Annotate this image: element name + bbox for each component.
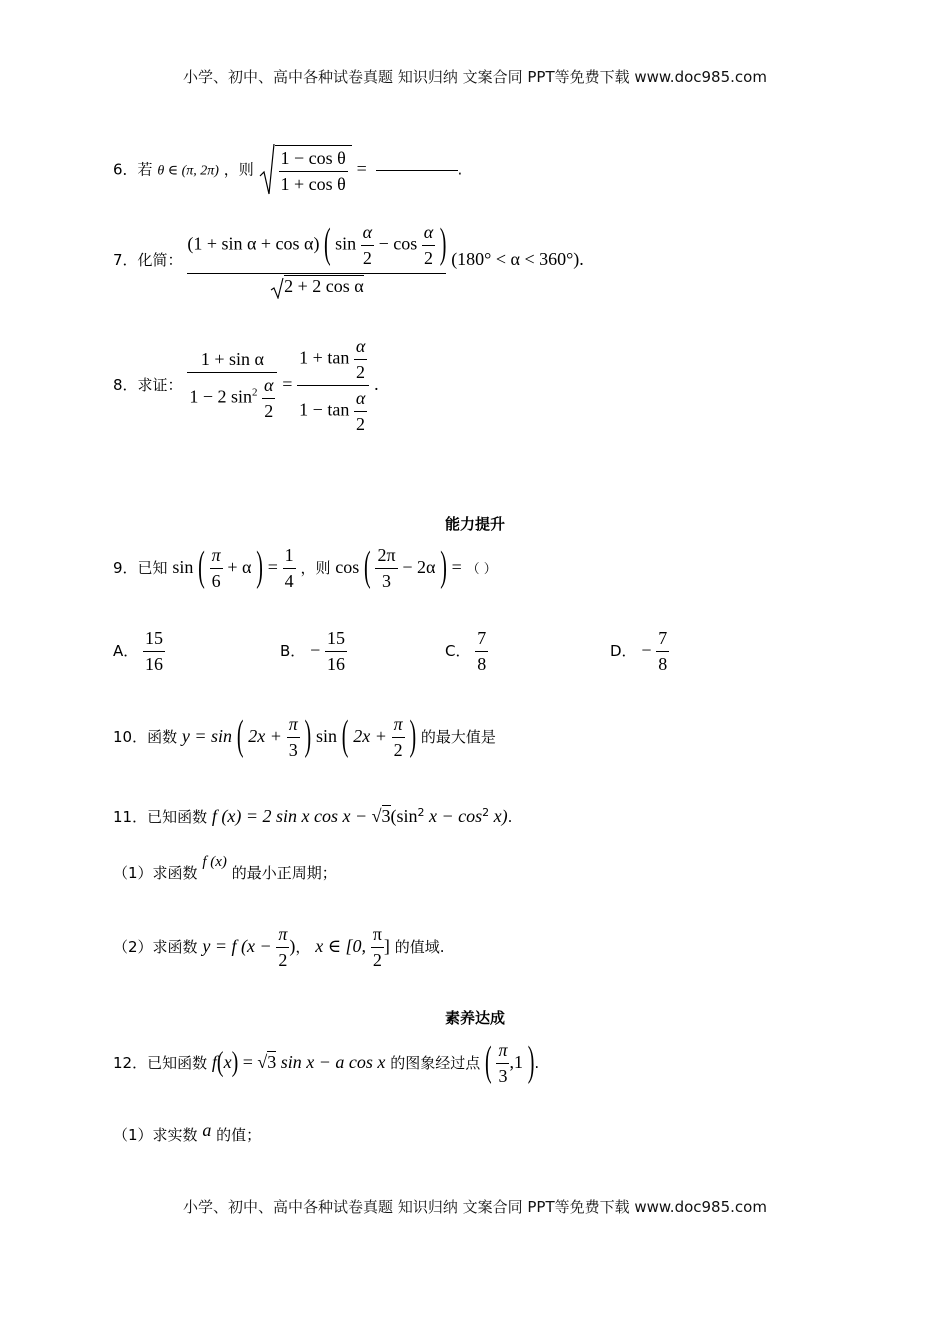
q11-sqrt3: 3	[381, 806, 391, 826]
q11-p2-pi2: π	[371, 924, 384, 948]
option-letter: B．	[280, 642, 306, 660]
q12-end: .	[534, 1054, 540, 1072]
q11-end: .	[507, 808, 513, 826]
q8-alpha-2: α	[354, 336, 367, 360]
q12-expr-c: sin x − a cos x	[276, 1052, 386, 1072]
q9-plus-alpha: + α	[227, 557, 252, 577]
q8-right-denominator: 1 − tan	[299, 399, 350, 420]
q7-two-1: 2	[362, 248, 372, 268]
q11-label: 11．已知函数	[113, 808, 208, 826]
q8-right-numerator: 1 + tan	[299, 347, 350, 368]
q7-sin: sin	[335, 233, 357, 254]
q11-sup-2: 2	[482, 806, 490, 819]
option-letter: D．	[610, 642, 637, 660]
q9-option-c	[445, 628, 488, 675]
q8-left-den-sup: 2	[252, 386, 258, 399]
q10-arg-b: 2x +	[353, 726, 387, 746]
q6-end: .	[457, 160, 463, 179]
q9-pi: π	[210, 545, 223, 569]
q9-then: ，则	[300, 559, 331, 577]
q7-denominator: 2 + 2 cos α	[284, 276, 364, 296]
q11-p2-two2: 2	[372, 950, 382, 970]
sqrt-sign-icon	[259, 142, 275, 198]
q8-left-numerator: 1 + sin α	[187, 349, 277, 373]
q9-three: 3	[382, 571, 392, 591]
q6-sqrt	[259, 142, 352, 198]
q6-numerator: 1 − cos θ	[279, 148, 348, 172]
q12-three: 3	[498, 1066, 508, 1086]
q8-alpha-1: α	[262, 375, 275, 399]
q12-one: ,1	[509, 1052, 523, 1072]
q8-alpha-3: α	[354, 388, 367, 412]
q9-label: 9．已知	[113, 559, 168, 577]
q7-fraction: (1 + sin α + cos α) ( sin $\frac{\alpha}{2}$ − cos $\frac{\alpha}{2}$ ) 2 + 2 cos α	[187, 222, 446, 299]
q8-two-2: 2	[356, 362, 366, 382]
q11-expr-d: x)	[489, 806, 508, 826]
q9-cos: cos	[335, 557, 360, 577]
q7-cos: − cos	[378, 233, 418, 254]
q7-alpha-1: α	[361, 222, 374, 246]
q11-p1-fx: f (x)	[202, 854, 227, 870]
q10-three: 3	[288, 740, 298, 760]
q9-six: 6	[211, 571, 221, 591]
q11-p2-rbracket: ]	[383, 936, 390, 956]
q6-then: ，则	[223, 160, 254, 179]
section-title-ability: 能力提升	[444, 515, 505, 533]
q10-tail: 的最大值是	[420, 728, 496, 746]
q12-x: x	[223, 1052, 232, 1072]
q12-p1-a: a	[202, 1120, 212, 1140]
option-sign: −	[641, 640, 652, 660]
question-6	[113, 142, 462, 198]
q8-label: 8．求证：	[113, 376, 183, 394]
q12-label: 12．已知函数	[113, 1054, 208, 1072]
option-letter: C．	[445, 642, 471, 660]
q9-option-b	[280, 628, 347, 675]
q9-sin: sin	[172, 557, 194, 577]
q9-two-pi: 2π	[375, 545, 397, 569]
q8-two-3: 2	[356, 414, 366, 434]
q11-expr-c: x − cos	[424, 806, 483, 826]
q11-p2-x: x ∈ [0,	[315, 936, 367, 956]
q9-option-d	[610, 628, 669, 675]
q9-answer-paren: （ ）	[466, 562, 497, 577]
q11-sup-1: 2	[417, 806, 425, 819]
option-letter: A．	[113, 642, 139, 660]
question-12: 12．已知函数 f(x) = √3 sin x − a cos x 的图象经过点 ( $\frac{\pi}{3}$ ,1 ).	[113, 1039, 540, 1086]
page-footer: 小学、初中、高中各种试卷真题 知识归纳 文案合同 PPT等免费下载 www.doc985.com	[183, 1198, 767, 1216]
option-den: 8	[477, 654, 487, 674]
q9-equals: =	[451, 557, 462, 577]
q10-y: y = sin	[181, 726, 233, 746]
q8-equals: =	[282, 374, 293, 394]
q10-arg-a: 2x +	[248, 726, 282, 746]
q12-f: f	[211, 1052, 217, 1072]
question-9: 9．已知 sin ( $\frac{\pi}{6}$ + α ) = $\frac{1}{4}$ ，则 cos ( $\frac{2\pi}{3}$ − 2α ) = （ ）	[113, 544, 497, 591]
q8-left-den-a: 1 − 2 sin	[189, 386, 252, 407]
q10-pi-2: π	[392, 714, 405, 738]
option-den: 16	[145, 654, 164, 674]
q7-range: (180° < α < 360°).	[451, 248, 584, 269]
q12-pi: π	[496, 1040, 509, 1064]
q12-mid: 的图象经过点	[390, 1054, 481, 1072]
q11-p1-label: （1）求函数	[113, 864, 198, 882]
q9-option-a	[113, 628, 165, 675]
page-header: 小学、初中、高中各种试卷真题 知识归纳 文案合同 PPT等免费下载 www.doc985.com	[183, 68, 767, 86]
option-num: 15	[325, 628, 347, 652]
q7-num-left: (1 + sin α + cos α)	[187, 233, 320, 254]
q11-p2-close: )	[289, 936, 296, 956]
q10-pi-1: π	[287, 714, 300, 738]
question-8	[113, 336, 379, 435]
q9-quarter-num: 1	[283, 545, 296, 569]
question-12-part-1	[113, 1120, 262, 1145]
q6-condition: θ ∈ (π, 2π)	[157, 163, 219, 179]
q7-alpha-2: α	[422, 222, 435, 246]
question-11-part-1	[113, 854, 337, 883]
option-den: 8	[658, 654, 668, 674]
question-7	[113, 222, 584, 299]
q11-p2-tail: 的值域.	[394, 938, 445, 956]
q8-two-1: 2	[264, 401, 274, 421]
q6-equals: =	[356, 158, 367, 179]
q6-denominator: 1 + cos θ	[280, 174, 346, 194]
q11-expr-a: f (x) = 2 sin x cos x −	[211, 806, 372, 826]
q9-quarter-den: 4	[284, 571, 294, 591]
q11-expr-b: (sin	[390, 806, 418, 826]
q11-p1-tail: 的最小正周期；	[231, 864, 337, 882]
q8-end: .	[374, 374, 379, 394]
q12-p1-tail: 的值；	[216, 1126, 262, 1144]
question-10: 10．函数 y = sin ( 2x + $\frac{\pi}{3}$ ) sin ( 2x + $\frac{\pi}{2}$ ) 的最大值是	[113, 713, 496, 760]
q9-minus-two-alpha: − 2α	[402, 557, 436, 577]
q8-left-fraction	[187, 349, 277, 422]
option-num: 15	[143, 628, 165, 652]
q6-answer-blank	[376, 170, 458, 171]
option-num: 7	[656, 628, 669, 652]
sqrt-sign-icon	[270, 277, 284, 299]
q11-p2-two: 2	[278, 950, 288, 970]
q8-right-fraction	[297, 336, 369, 435]
q10-two: 2	[393, 740, 403, 760]
question-11: 11．已知函数 f (x) = 2 sin x $\cos x - √3(\sin^2$ $x - \cos^2 x$).	[113, 806, 513, 826]
q10-label: 10．函数	[113, 728, 178, 746]
q10-sin-2: sin	[315, 726, 337, 746]
q11-p2-pi: π	[276, 924, 289, 948]
q11-p2-y: y = f (x −	[202, 936, 272, 956]
q11-p2-comma: ，	[295, 938, 311, 956]
option-den: 16	[327, 654, 346, 674]
section-title-literacy: 素养达成	[444, 1009, 505, 1027]
option-sign: −	[310, 640, 321, 660]
q11-p2-label: （2）求函数	[113, 938, 198, 956]
option-num: 7	[475, 628, 488, 652]
q6-label: 6．若	[113, 160, 153, 179]
q7-two-2: 2	[424, 248, 433, 268]
question-11-part-2	[113, 924, 444, 971]
q12-sqrt3: 3	[267, 1052, 277, 1072]
q7-label: 7．化简：	[113, 250, 183, 269]
q12-eq: =	[238, 1052, 258, 1072]
q12-p1-label: （1）求实数	[113, 1126, 198, 1144]
